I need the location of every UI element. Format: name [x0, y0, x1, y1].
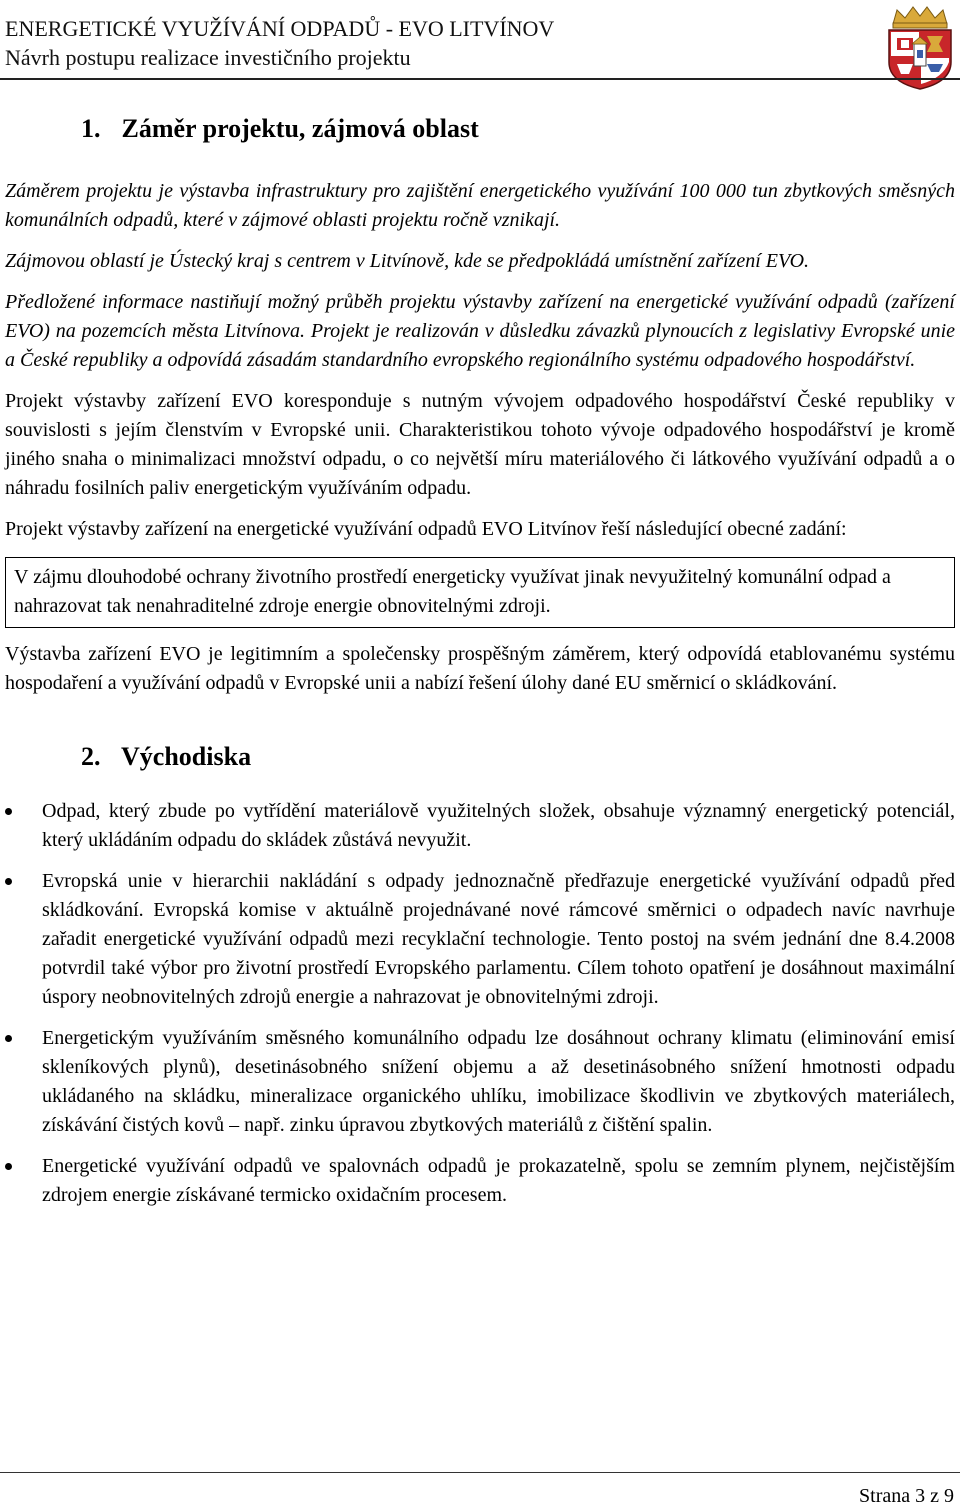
section-1-title: Záměr projektu, zájmová oblast: [121, 114, 479, 143]
bullet-icon: [5, 878, 12, 885]
document-body: [5, 112, 955, 1210]
paragraph-correspondence: Projekt výstavby zařízení EVO koresponduje s nutným vývojem odpadového hospodářství České republiky v souvislosti s jejím členstvím v Evropské unii. Charakteristikou tohoto vývoje odpadového hospodářství je kromě jiného snaha o minimalizaci množství odpadu, o co největší míru materiálového či látkového využívání odpadů a o náhradu fosilních paliv energetickým využíváním odpadu.: [5, 390, 955, 499]
bullet-icon: [5, 808, 12, 815]
footer-divider: [0, 1472, 960, 1473]
section-2-title: Východiska: [121, 742, 252, 771]
list-item: [5, 1152, 955, 1210]
page-number: Strana 3 z 9: [859, 1485, 954, 1507]
list-item-text: Evropská unie v hierarchii nakládání s odpady jednoznačně předřazuje energetické využívání odpadů před skládkování. Evropská komise v aktuálně projednávané nové rámcové směrnici o odpadech navíc navrhuje zařadit energetické využívání odpadů mezi recyklační technologie. Tento postoj na svém jednání dne 8.4.2008 potvrdil také výbor pro životní prostředí Evropského parlamentu. Cílem tohoto opatření je dosáhnout maximální úspory neobnovitelných zdrojů energie a nahrazovat je obnovitelnými zdroji.: [42, 870, 955, 1008]
paragraph-project-aim: Záměrem projektu je výstavba infrastruktury pro zajištění energetického využívání 100 000 tun zbytkových směsných komunálních odpadů, které v zájmové oblasti projektu ročně vznikají.: [5, 180, 955, 231]
header-subtitle: Návrh postupu realizace investičního projektu: [5, 45, 411, 70]
paragraph-assignment-intro: Projekt výstavby zařízení na energetické využívání odpadů EVO Litvínov řeší následující obecné zadání:: [5, 518, 847, 540]
list-item: [5, 867, 955, 1012]
assignment-text: V zájmu dlouhodobé ochrany životního prostředí energeticky využívat jinak nevyužitelný komunální odpad a nahrazovat tak nenahraditelné zdroje energie obnovitelnými zdroji.: [14, 566, 891, 617]
bullet-list: [5, 797, 955, 1210]
header-divider: [0, 78, 960, 80]
list-item: [5, 1024, 955, 1140]
section-2-number: 2.: [81, 742, 101, 771]
list-item-text: Energetické využívání odpadů ve spalovnách odpadů je prokazatelně, spolu se zemním plynem, nejčistějším zdrojem energie získávané termicko oxidačním procesem.: [42, 1155, 955, 1206]
paragraph-information: Předložené informace nastiňují možný průběh projektu výstavby zařízení na energetické využívání odpadů (zařízení EVO) na pozemcích města Litvínova. Projekt je realizován v důsledku závazků plynoucích z legislativy Evropské unie a České republiky a odpovídá zásadám standardního evropského regionálního systému odpadového hospodářství.: [5, 291, 955, 371]
list-item-text: Odpad, který zbude po vytřídění materiálově využitelných složek, obsahuje významný energetický potenciál, který ukládáním odpadu do skládek zůstává nevyužit.: [42, 800, 955, 851]
paragraph-legitimacy: Výstavba zařízení EVO je legitimním a společensky prospěšným záměrem, který odpovídá etablovanému systému hospodaření a využívání odpadů v Evropské unii a nabízí řešení úlohy dané EU směrnicí o skládkování.: [5, 643, 955, 694]
section-1-heading: [81, 112, 955, 146]
section-2-heading: [81, 740, 955, 774]
page-header: [5, 14, 865, 72]
list-item-text: Energetickým využíváním směsného komunálního odpadu lze dosáhnout ochrany klimatu (eliminování emisí skleníkových plynů), desetinásobného snížení objemu a až desetinásobného snížení hmotnosti odpadu ukládaného na skládku, mineralizace organického uhlíku, imobilizace škodlivin ve zbytkových materiálech, získávání čistých kovů – např. zinku úpravou zbytkových materiálů z čištění spalin.: [42, 1027, 955, 1136]
assignment-box: [5, 557, 955, 628]
header-title: ENERGETICKÉ VYUŽÍVÁNÍ ODPADŮ - EVO LITVÍNOV: [5, 16, 555, 41]
list-item: [5, 797, 955, 855]
section-1-number: 1.: [81, 114, 101, 143]
bullet-icon: [5, 1163, 12, 1170]
paragraph-area: Zájmovou oblastí je Ústecký kraj s centrem v Litvínově, kde se předpokládá umístnění zařízení EVO.: [5, 250, 810, 272]
bullet-icon: [5, 1035, 12, 1042]
